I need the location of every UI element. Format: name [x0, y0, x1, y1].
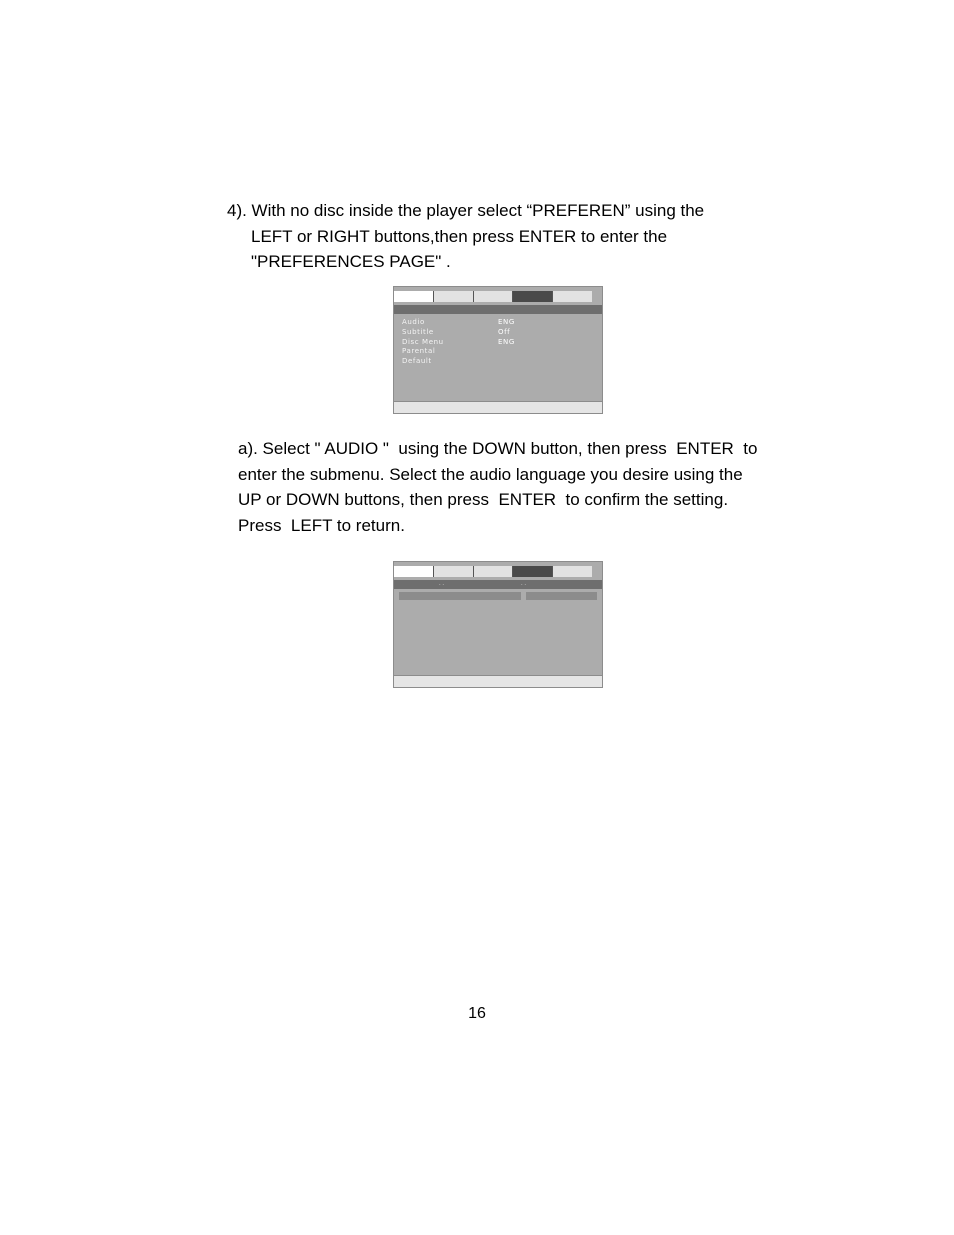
step-a-line: enter the submenu. Select the audio language you desire using the: [238, 464, 743, 484]
step-a-line: Press LEFT to return.: [238, 515, 405, 535]
osd-tab-bar: [394, 566, 592, 577]
osd-tab: [434, 291, 474, 302]
osd-menu-item-disc-menu: Disc Menu: [402, 337, 444, 346]
osd-title-bar: [394, 305, 602, 314]
osd-selected-row-highlight: [399, 592, 521, 600]
page-number: 16: [468, 1005, 486, 1022]
osd-tab-bar: [394, 291, 592, 302]
step-a-line: a). Select " AUDIO " using the DOWN button, then press ENTER to: [238, 439, 758, 458]
step-4-instructions: [227, 198, 704, 275]
osd-tab-preferences-active: [513, 566, 553, 577]
osd-selected-value-highlight: [526, 592, 597, 600]
step-4-line: 4). With no disc inside the player select “PREFEREN” using the: [227, 201, 705, 220]
step-a-line: UP or DOWN buttons, then press ENTER to confirm the setting.: [238, 490, 729, 509]
osd-menu-item-parental: Parental: [402, 347, 436, 356]
osd-value-audio: ENG: [498, 318, 515, 326]
osd-status-bar: [394, 675, 602, 687]
osd-title-bar: [394, 580, 602, 589]
osd-tab: [394, 291, 434, 302]
osd-menu-item-default: Default: [402, 357, 432, 366]
osd-tab: [553, 291, 592, 302]
osd-menu-list: [402, 318, 444, 367]
step-4-line: LEFT or RIGHT buttons,then press ENTER to enter the: [251, 226, 668, 246]
preferences-page-screen: [393, 286, 603, 414]
osd-header-mark: . .: [521, 581, 527, 587]
osd-tab-preferences-active: [513, 291, 553, 302]
step-a-instructions: [238, 436, 757, 538]
osd-value-list: [498, 318, 515, 347]
osd-menu-item-audio: Audio: [402, 318, 425, 326]
osd-tab: [474, 291, 514, 302]
audio-submenu-screen: [393, 561, 603, 688]
osd-tab: [434, 566, 474, 577]
osd-tab: [553, 566, 592, 577]
osd-value-disc-menu: ENG: [498, 337, 515, 346]
osd-tab: [474, 566, 514, 577]
osd-menu-item-subtitle: Subtitle: [402, 327, 434, 336]
osd-header-mark: . .: [439, 581, 445, 587]
step-4-line: "PREFERENCES PAGE" .: [251, 252, 451, 271]
osd-tab: [394, 566, 434, 577]
osd-value-subtitle: Off: [498, 327, 511, 336]
osd-status-bar: [394, 401, 602, 413]
